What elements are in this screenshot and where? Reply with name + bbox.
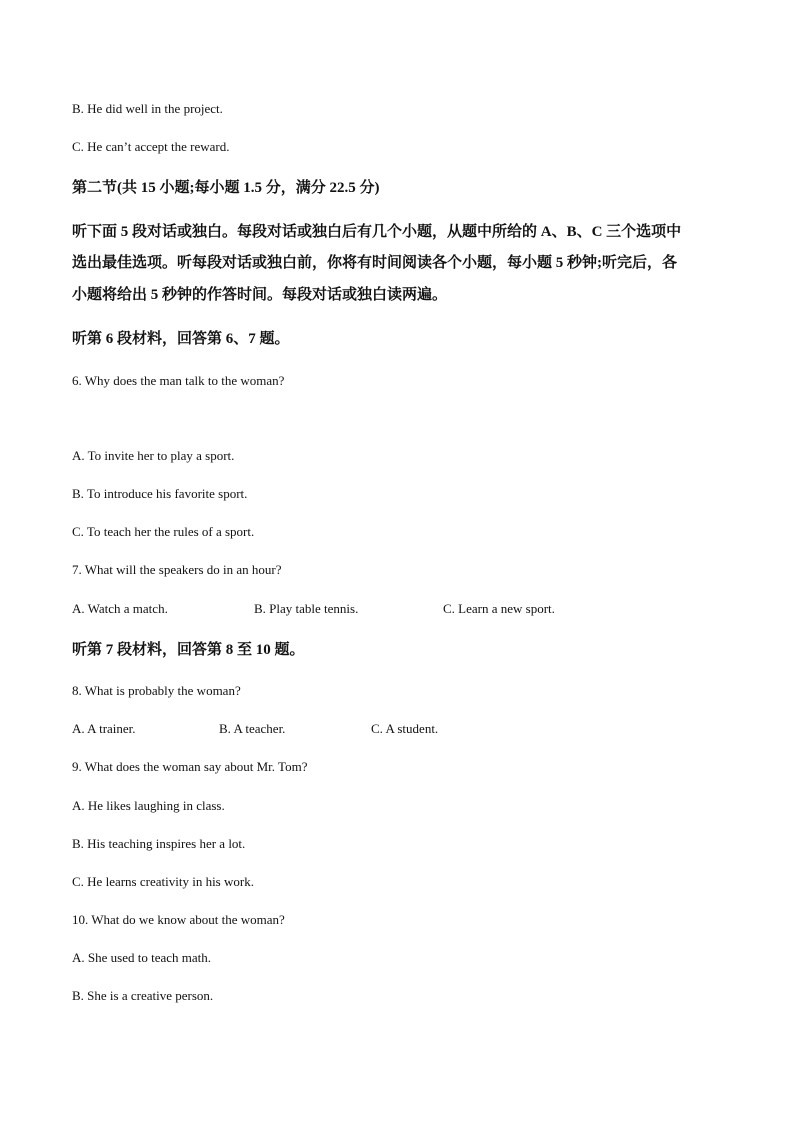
q7-option-a: A. Watch a match. (72, 601, 168, 616)
q6-option-c: C. To teach her the rules of a sport. (72, 524, 255, 539)
instructions-line-3: 小题将给出 5 秒钟的作答时间。每段对话或独白读两遍。 (72, 287, 448, 303)
q9-option-a: A. He likes laughing in class. (72, 798, 225, 813)
q9-stem: 9. What does the woman say about Mr. Tom? (72, 759, 308, 774)
q8-stem: 8. What is probably the woman? (72, 683, 241, 698)
q8-option-b: B. A teacher. (219, 721, 286, 736)
q9-option-b: B. His teaching inspires her a lot. (72, 836, 246, 851)
q10-option-b: B. She is a creative person. (72, 988, 214, 1003)
q6-option-b: B. To introduce his favorite sport. (72, 486, 248, 501)
instructions-line-2: 选出最佳选项。听每段对话或独白前，你将有时间阅读各个小题，每小题 5 秒钟;听完后，各 (72, 255, 677, 271)
q7-stem: 7. What will the speakers do in an hour? (72, 562, 282, 577)
q5-option-b: B. He did well in the project. (72, 101, 223, 116)
q9-option-c: C. He learns creativity in his work. (72, 874, 254, 889)
q7-option-c: C. Learn a new sport. (443, 601, 555, 616)
passage6-heading: 听第 6 段材料，回答第 6、7 题。 (72, 331, 290, 347)
q7-option-b: B. Play table tennis. (254, 601, 359, 616)
section2-header: 第二节(共 15 小题;每小题 1.5 分，满分 22.5 分) (72, 180, 380, 196)
q6-option-a: A. To invite her to play a sport. (72, 448, 235, 463)
q5-option-c: C. He can’t accept the reward. (72, 139, 230, 154)
q8-option-c: C. A student. (371, 721, 439, 736)
q8-option-a: A. A trainer. (72, 721, 136, 736)
q6-stem: 6. Why does the man talk to the woman? (72, 373, 285, 388)
instructions-line-1: 听下面 5 段对话或独白。每段对话或独白后有几个小题，从题中所给的 A、B、C 三个选项中 (72, 224, 682, 240)
passage7-heading: 听第 7 段材料，回答第 8 至 10 题。 (72, 642, 305, 658)
q10-stem: 10. What do we know about the woman? (72, 912, 285, 927)
q10-option-a: A. She used to teach math. (72, 950, 211, 965)
